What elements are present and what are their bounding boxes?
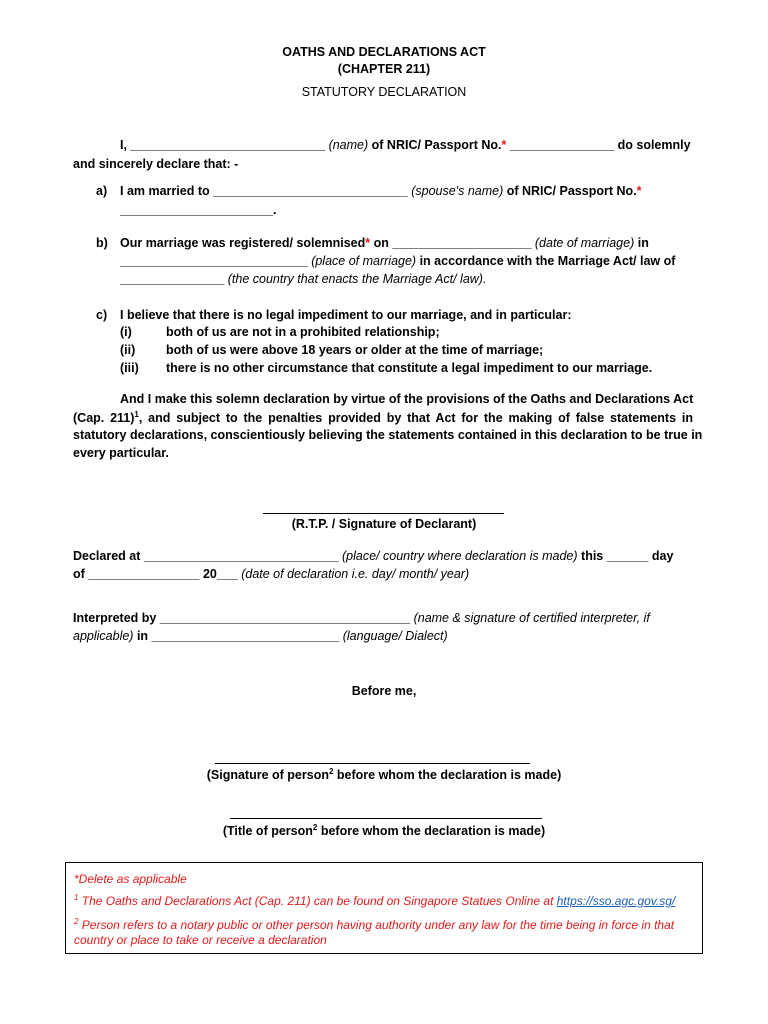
declared-place-hint: (place/ country where declaration is made): [342, 549, 578, 563]
document-chapter: (CHAPTER 211): [337, 62, 431, 76]
note-2-continued: country or place to take or receive a declaration: [74, 933, 327, 947]
spouse-hint: (spouse's name): [411, 184, 504, 198]
marriage-place-blank: ___________________________: [120, 254, 308, 268]
solemn-line-3: statutory declarations, conscientiously believing the statements contained in this declaration to be true in: [73, 428, 703, 442]
interpreted-line-1: [73, 611, 650, 625]
item-a-line-1: [120, 184, 641, 198]
item-b-line-2: ___________________________ (place of marriage) in accordance with the Marriage Act/ law of: [120, 254, 676, 268]
language-blank: in ___________________________: [136, 629, 340, 643]
declared-place-blank: Declared at ____________________________: [73, 549, 339, 563]
item-c-i-text: both of us are not in a prohibited relationship;: [166, 325, 440, 339]
solemn-line-4: every particular.: [73, 446, 169, 460]
note-delete-as-applicable: *Delete as applicable: [74, 872, 187, 886]
footnote-ref-1: 1: [134, 410, 139, 419]
interpreter-blank: Interpreted by ____________________________________: [73, 611, 411, 625]
item-c-iii-num: (iii): [120, 361, 139, 375]
solemn-line-1: And I make this solemn declaration by virtue of the provisions of the Oaths and Declarations Act: [120, 392, 694, 406]
item-a-marker: a): [96, 184, 108, 198]
nric-blank: _______________ do solemnly: [509, 138, 691, 152]
name-hint: (name): [328, 138, 369, 152]
spouse-blank: I am married to ____________________________: [120, 184, 408, 198]
declared-line-2: [73, 567, 469, 581]
person-title-line: [230, 818, 542, 819]
intro-line-1: [120, 138, 691, 152]
declared-month-year-blank: of ________________ 20___: [73, 567, 238, 581]
item-b-line-3: [120, 272, 486, 286]
document-subtitle: STATUTORY DECLARATION: [301, 85, 467, 99]
name-blank: I, ____________________________: [120, 138, 326, 152]
declared-date-hint: (date of declaration i.e. day/ month/ year): [241, 567, 470, 581]
sso-link[interactable]: https://sso.agc.gov.sg/: [556, 894, 676, 908]
item-b-line-1: Our marriage was registered/ solemnised* on ____________________ (date of marriage) in: [120, 236, 649, 250]
item-a-line-2: ______________________.: [120, 203, 277, 217]
marriage-date-hint: (date of marriage): [534, 236, 635, 250]
item-c-ii-text: both of us were above 18 years or older at the time of marriage;: [166, 343, 544, 357]
solemn-line-2: (Cap. 211)$^1$, and subject to the penalties provided by that Act for the making of false statements in: [73, 410, 693, 426]
footnotes-box: [65, 862, 703, 954]
item-b-marker: b): [96, 236, 108, 250]
intro-line-2: and sincerely declare that: -: [73, 157, 239, 171]
declared-day-blank: this ______ day: [581, 549, 674, 563]
country-hint: (the country that enacts the Marriage Act/ law).: [227, 272, 487, 286]
marriage-place-hint: (place of marriage): [311, 254, 417, 268]
person-title-label: (Title of person$^2$ before whom the declaration is made): [222, 823, 546, 839]
interpreter-hint: (name & signature of certified interpreter, if: [413, 611, 650, 625]
language-hint: (language/ Dialect): [342, 629, 448, 643]
declarant-signature-label: (R.T.P. / Signature of Declarant): [291, 517, 477, 531]
before-me-label: Before me,: [351, 684, 417, 698]
item-c-ii-num: (ii): [120, 343, 136, 357]
declarant-signature-line: [263, 513, 504, 514]
country-blank: _______________: [120, 272, 225, 286]
item-c-iii-text: there is no other circumstance that constitute a legal impediment to our marriage.: [166, 361, 653, 375]
declared-line-1: [73, 549, 673, 563]
person-signature-label: (Signature of person$^2$ before whom the declaration is made): [206, 767, 562, 783]
asterisk: *: [501, 138, 507, 152]
interpreted-line-2: applicable) in ___________________________ (language/ Dialect): [73, 629, 448, 643]
marriage-date-blank: on ____________________: [373, 236, 532, 250]
asterisk: *: [365, 236, 371, 250]
asterisk: *: [636, 184, 642, 198]
person-signature-line: [215, 763, 530, 764]
spouse-nric-label: of NRIC/ Passport No.: [506, 184, 637, 198]
document-title: OATHS AND DECLARATIONS ACT: [282, 45, 486, 59]
nric-label: of NRIC/ Passport No.: [371, 138, 502, 152]
note-1: $^1$ The Oaths and Declarations Act (Cap. 211) can be found on Singapore Statues Online at https://sso.agc.gov.sg/: [74, 893, 676, 908]
item-c-i-num: (i): [120, 325, 132, 339]
item-c-line-1: I believe that there is no legal impediment to our marriage, and in particular:: [120, 308, 572, 322]
note-2: $^2$ Person refers to a notary public or other person having authority under any law for the time being in force in that: [74, 917, 675, 932]
item-c-marker: c): [96, 308, 108, 322]
